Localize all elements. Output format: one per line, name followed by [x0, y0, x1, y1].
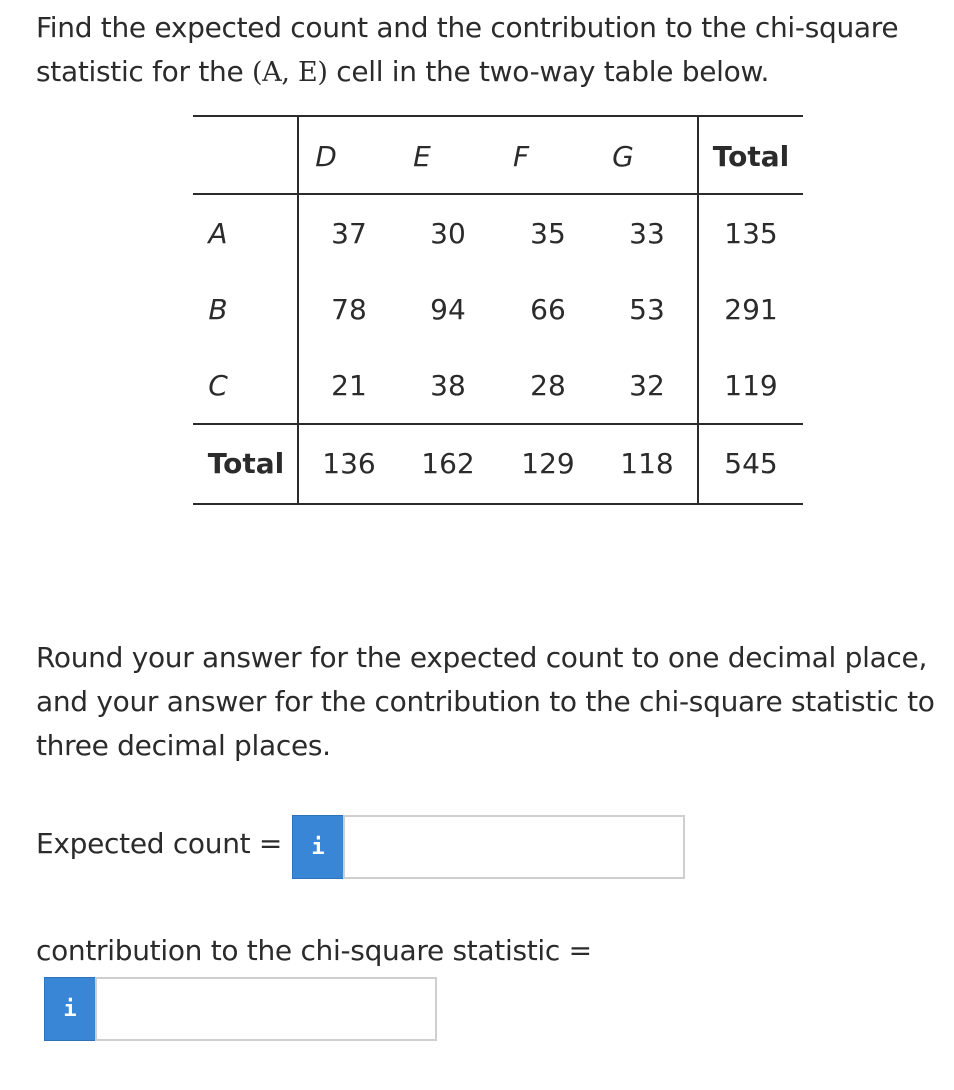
cell-a-f: 35	[530, 217, 566, 250]
row-label-b: B	[208, 293, 228, 326]
col-header-f: F	[512, 140, 530, 173]
cell-c-total: 119	[724, 369, 778, 402]
rounding-instructions	[36, 636, 946, 768]
question-line-1: Find the expected count and the contribution to the chi-square	[36, 11, 899, 44]
row-label-total: Total	[207, 447, 285, 480]
totals-divider	[193, 423, 803, 425]
total-f: 129	[521, 447, 575, 480]
cell-b-f: 66	[530, 293, 566, 326]
cell-a-e: 30	[430, 217, 466, 250]
question-line-2-start: statistic for the	[36, 55, 252, 88]
total-d: 136	[322, 447, 376, 480]
expected-count-label: Expected count =	[36, 827, 283, 860]
cell-reference: (A, E)	[251, 57, 328, 88]
instructions-line-2: and your answer for the contribution to the chi-square statistic to	[36, 685, 935, 718]
header-divider	[193, 193, 803, 195]
question-line-2-end: cell in the two-way table below.	[327, 55, 770, 88]
total-g: 118	[620, 447, 674, 480]
cell-c-g: 32	[629, 369, 665, 402]
cell-b-e: 94	[430, 293, 466, 326]
expected-count-info-button[interactable]	[292, 815, 344, 879]
row-label-c: C	[208, 369, 228, 402]
chi-square-contribution-input[interactable]	[95, 977, 437, 1041]
cell-c-d: 21	[331, 369, 367, 402]
two-way-table	[193, 115, 803, 505]
col-header-d: D	[315, 140, 337, 173]
cell-b-total: 291	[724, 293, 778, 326]
expected-count-input[interactable]	[343, 815, 685, 879]
row-label-a: A	[208, 217, 228, 250]
instructions-line-1: Round your answer for the expected count to one decimal place,	[36, 641, 928, 674]
col-header-g: G	[612, 140, 634, 173]
col-header-total: Total	[712, 140, 790, 173]
grand-total: 545	[724, 447, 778, 480]
cell-c-e: 38	[430, 369, 466, 402]
cell-a-total: 135	[724, 217, 778, 250]
info-icon: i	[63, 996, 77, 1022]
cell-a-d: 37	[331, 217, 367, 250]
info-icon: i	[311, 834, 325, 860]
chi-square-info-button[interactable]	[44, 977, 96, 1041]
question-line-2	[36, 50, 936, 95]
instructions-line-3: three decimal places.	[36, 729, 331, 762]
cell-b-d: 78	[331, 293, 367, 326]
cell-c-f: 28	[530, 369, 566, 402]
chi-square-contribution-label: contribution to the chi-square statistic =	[36, 934, 592, 967]
total-e: 162	[421, 447, 475, 480]
question-text	[36, 6, 936, 95]
row-label-divider	[297, 117, 299, 503]
cell-a-g: 33	[629, 217, 665, 250]
cell-b-g: 53	[629, 293, 665, 326]
col-header-e: E	[413, 140, 431, 173]
